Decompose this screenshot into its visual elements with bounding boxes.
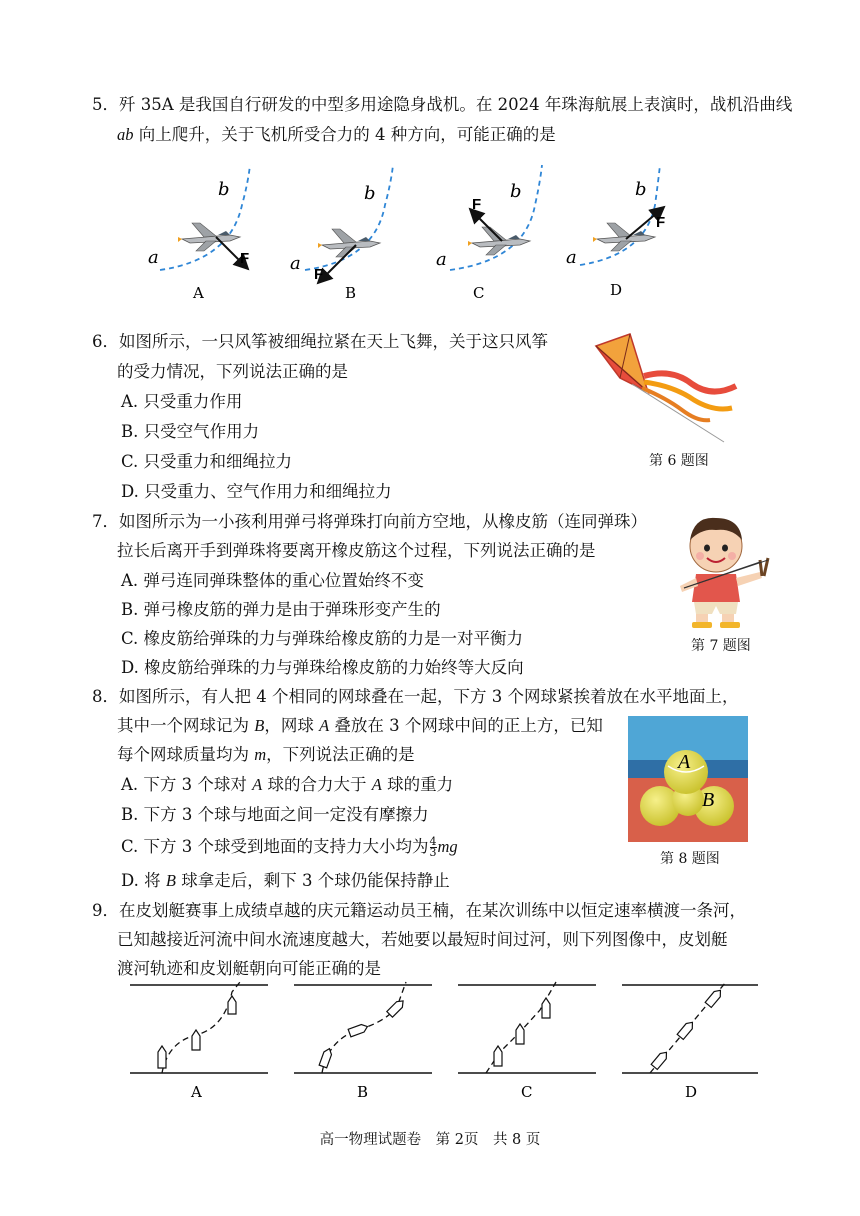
- q9-line3: 渡河轨迹和皮划艇朝向可能正确的是: [117, 959, 381, 978]
- q7-caption: 第 7 题图: [691, 638, 751, 654]
- q9-C-label: C: [521, 1083, 533, 1101]
- q6-line1: 6．如图所示，一只风筝被细绳拉紧在天上飞舞，关于这只风筝: [92, 332, 548, 351]
- page-footer: 高一物理试题卷 第 2页 共 8 页: [319, 1132, 541, 1148]
- q6-caption: 第 6 题图: [649, 453, 709, 469]
- q5-panel-A: [148, 165, 250, 302]
- q7-option-B: B. 弹弓橡皮筋的弹力是由于弹珠形变产生的: [121, 600, 441, 619]
- q8-fraction-numerator: 4: [429, 835, 437, 848]
- q7-option-A: A. 弹弓连同弹珠整体的重心位置始终不变: [121, 571, 424, 590]
- q8-optC-part: C. 下方 3 个球受到地面的支持力大小均为: [121, 837, 429, 856]
- q5-D-option-label: D: [610, 281, 623, 299]
- q5-B-option-label: B: [345, 284, 357, 302]
- q7-option-D: D. 橡皮筋给弹珠的力与弹珠给橡皮筋的力始终等大反向: [121, 658, 524, 677]
- q9-panel-C: [458, 982, 596, 1101]
- q8-line3-part: ，下列说法正确的是: [266, 745, 415, 764]
- q8-option-D: [121, 870, 450, 892]
- q7-option-C: C. 橡皮筋给弹珠的力与弹珠给橡皮筋的力是一对平衡力: [121, 629, 524, 648]
- q9-panel-D: [622, 982, 758, 1101]
- q8-line1: 8．如图所示，有人把 4 个相同的网球叠在一起，下方 3 个网球紧挨着放在水平地面上，: [92, 687, 739, 706]
- q7-line2: 拉长后离开手到弹珠将要离开橡皮筋这个过程，下列说法正确的是: [117, 541, 596, 560]
- q5-C-option-label: C: [473, 284, 485, 302]
- q8-line2-part: ，网球: [264, 716, 320, 735]
- q6-option-C: C. 只受重力和细绳拉力: [121, 452, 293, 471]
- q8-var-mg: mg: [437, 837, 458, 856]
- q5-line2: [117, 124, 556, 146]
- q6-option-D: D. 只受重力、空气作用力和细绳拉力: [121, 482, 392, 501]
- q6-line2: 的受力情况，下列说法正确的是: [117, 362, 348, 381]
- q9-panel-A: [130, 982, 268, 1101]
- q9-B-label: B: [357, 1083, 369, 1101]
- q8-line2: [117, 715, 603, 737]
- q8-var-A: A: [252, 775, 263, 794]
- q8-optD-part: 球拿走后，剩下 3 个球仍能保持静止: [175, 871, 450, 890]
- q8-var-B: B: [254, 716, 265, 735]
- q5-B-b-label: b: [364, 183, 376, 204]
- q9-D-label: D: [685, 1083, 698, 1101]
- q9-A-label: A: [191, 1083, 202, 1101]
- ball-A-label: A: [678, 751, 691, 773]
- q8-var-A: A: [371, 775, 382, 794]
- q5-panel-C: [436, 165, 542, 302]
- q8-caption: 第 8 题图: [660, 851, 720, 867]
- ball-B-label: B: [702, 789, 715, 811]
- q8-option-C: [121, 836, 458, 858]
- q8-line2-part: 叠放在 3 个网球中间的正上方，已知: [329, 716, 603, 735]
- q8-line3: [117, 744, 415, 766]
- q8-fraction: [430, 837, 437, 858]
- q5-line2-text: 向上爬升，关于飞机所受合力的 4 种方向，可能正确的是: [133, 125, 556, 144]
- q5-B-force-label: F: [314, 266, 324, 283]
- q8-optA-part: 球的合力大于: [262, 775, 372, 794]
- q5-line1: 5．歼 35A 是我国自行研发的中型多用途隐身战机。在 2024 年珠海航展上表演时，战机沿曲线: [92, 95, 793, 114]
- tennis-balls-image: [628, 716, 748, 842]
- kite-image: [592, 328, 742, 446]
- q5-A-a-label: a: [148, 247, 159, 268]
- q5-A-b-label: b: [218, 179, 230, 200]
- q5-panel-D: [566, 165, 665, 299]
- q6-option-A: A. 只受重力作用: [121, 392, 243, 411]
- q5-A-force-label: F: [240, 250, 250, 267]
- q5-B-a-label: a: [290, 253, 301, 274]
- q5-figure: [130, 165, 690, 305]
- q5-D-force-label: F: [656, 214, 666, 231]
- q5-A-option-label: A: [193, 284, 204, 302]
- q5-D-b-label: b: [635, 179, 647, 200]
- q8-option-B: B. 下方 3 个球与地面之间一定没有摩擦力: [121, 805, 429, 824]
- q8-optD-part: D. 将: [121, 871, 166, 890]
- q5-panel-B: [290, 165, 393, 302]
- q5-C-force-label: F: [472, 196, 482, 213]
- q8-optA-part: 球的重力: [381, 775, 454, 794]
- q8-fraction-denominator: 3: [429, 846, 437, 859]
- q8-line2-part: 其中一个网球记为: [117, 716, 255, 735]
- q6-option-B: B. 只受空气作用力: [121, 422, 260, 441]
- q8-option-A: [121, 774, 453, 796]
- q5-C-b-label: b: [510, 181, 522, 202]
- q8-var-m: m: [254, 745, 267, 764]
- q8-optA-part: A. 下方 3 个球对: [121, 775, 253, 794]
- q9-figure: [128, 980, 758, 1105]
- slingshot-child-image: [676, 510, 776, 630]
- q5-D-a-label: a: [566, 247, 577, 268]
- q5-C-a-label: a: [436, 249, 447, 270]
- q9-line2: 已知越接近河流中间水流速度越大，若她要以最短时间过河，则下列图像中，皮划艇: [117, 930, 728, 949]
- q7-line1: 7．如图所示为一小孩利用弹弓将弹珠打向前方空地，从橡皮筋（连同弹珠）: [92, 512, 647, 531]
- q8-var-A: A: [319, 716, 330, 735]
- q8-line3-part: 每个网球质量均为: [117, 745, 255, 764]
- q5-curve-var: ab: [117, 125, 134, 144]
- q9-panel-B: [294, 982, 432, 1101]
- q9-line1: 9．在皮划艇赛事上成绩卓越的庆元籍运动员王楠，在某次训练中以恒定速率横渡一条河，: [92, 901, 746, 920]
- q8-var-B: B: [165, 871, 176, 890]
